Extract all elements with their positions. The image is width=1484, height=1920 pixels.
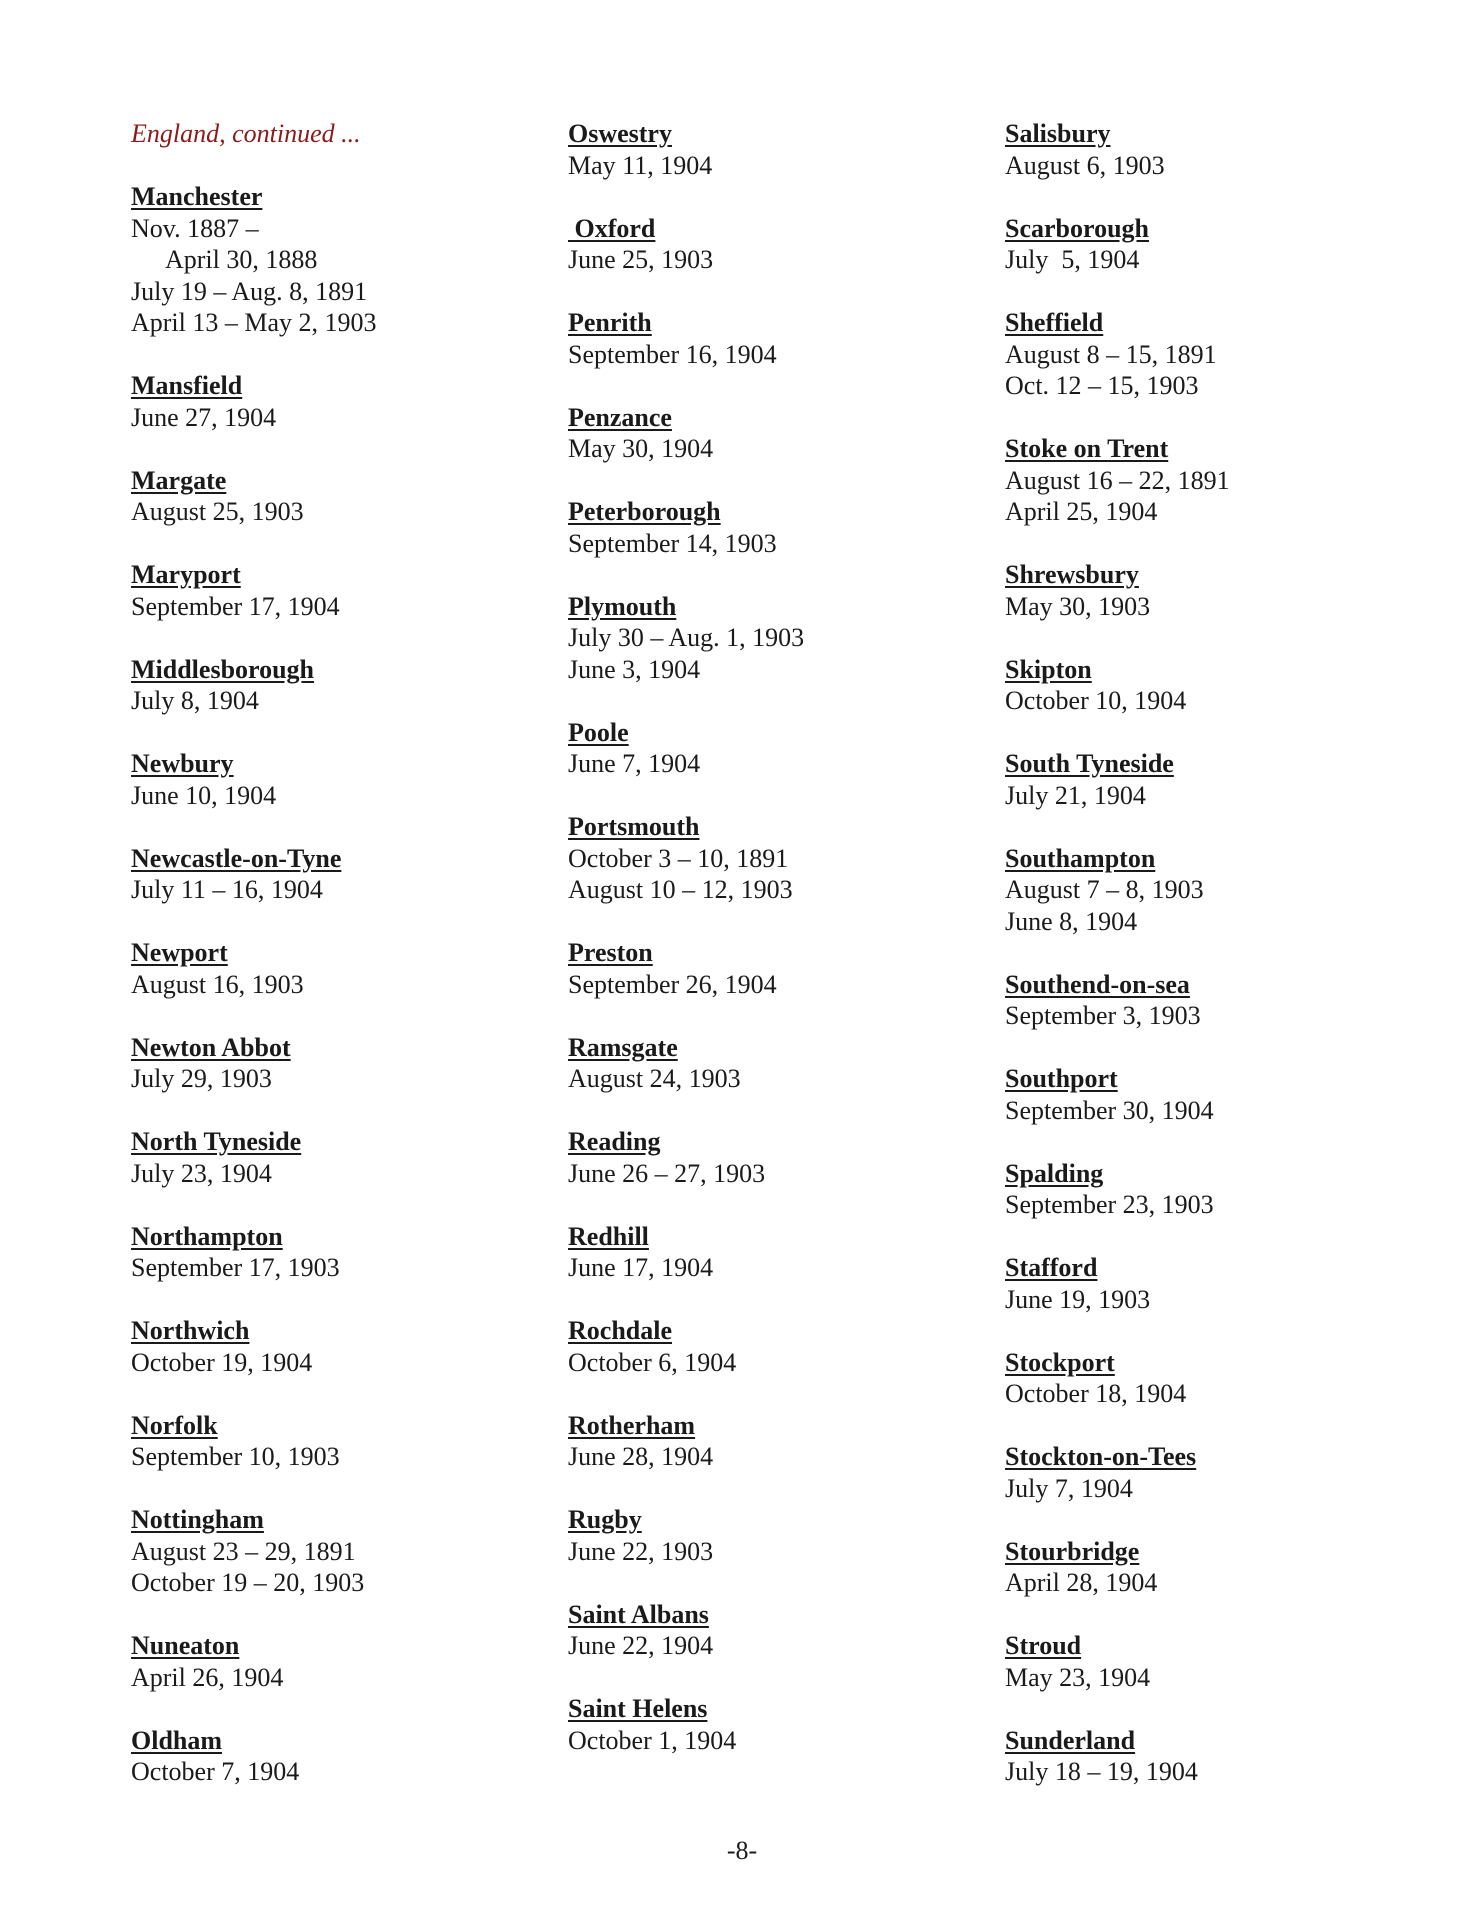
place-name: Nottingham bbox=[131, 1505, 264, 1534]
list-item bbox=[568, 717, 968, 780]
visit-date: September 30, 1904 bbox=[1005, 1095, 1214, 1125]
place-name: Manchester bbox=[131, 182, 263, 211]
list-item bbox=[568, 811, 968, 906]
column-3 bbox=[1005, 118, 1405, 1788]
list-item bbox=[131, 748, 531, 811]
list-item bbox=[131, 1630, 531, 1693]
list-item bbox=[131, 370, 531, 433]
visit-date: July 8, 1904 bbox=[131, 686, 259, 715]
list-item bbox=[568, 1504, 968, 1567]
visit-date: September 26, 1904 bbox=[568, 969, 777, 999]
place-name: Mansfield bbox=[131, 371, 243, 400]
visit-date: July 5, 1904 bbox=[1005, 245, 1140, 274]
list-item bbox=[1005, 1536, 1405, 1599]
list-item bbox=[568, 402, 968, 465]
list-item bbox=[568, 1315, 968, 1378]
list-item bbox=[1005, 969, 1405, 1032]
place-name: Plymouth bbox=[568, 591, 677, 621]
list-item bbox=[131, 1504, 531, 1599]
list-item bbox=[1005, 1252, 1405, 1315]
place-name: Saint Helens bbox=[568, 1694, 708, 1723]
visit-date: October 6, 1904 bbox=[568, 1347, 737, 1377]
list-item bbox=[131, 843, 531, 906]
visit-date: August 7 – 8, 1903 bbox=[1005, 875, 1204, 904]
visit-date: August 16 – 22, 1891 bbox=[1005, 465, 1230, 495]
list-item bbox=[1005, 654, 1405, 717]
visit-date: July 29, 1903 bbox=[131, 1064, 272, 1093]
visit-date: June 22, 1903 bbox=[568, 1536, 714, 1566]
list-item bbox=[568, 1599, 968, 1662]
visit-date: October 18, 1904 bbox=[1005, 1379, 1187, 1408]
list-item bbox=[1005, 118, 1405, 181]
list-item bbox=[568, 1126, 968, 1189]
visit-date: June 25, 1903 bbox=[568, 245, 714, 274]
place-name: Sheffield bbox=[1005, 308, 1104, 337]
list-item bbox=[131, 181, 531, 339]
visit-date: April 26, 1904 bbox=[131, 1662, 284, 1692]
list-item bbox=[1005, 1441, 1405, 1504]
visit-date: April 28, 1904 bbox=[1005, 1568, 1158, 1597]
visit-date: June 17, 1904 bbox=[568, 1253, 714, 1282]
place-name: Oxford bbox=[568, 213, 656, 243]
list-item bbox=[1005, 748, 1405, 811]
list-item bbox=[568, 937, 968, 1000]
list-item bbox=[131, 1410, 531, 1473]
place-name: Newcastle-on-Tyne bbox=[131, 843, 342, 873]
list-item bbox=[1005, 559, 1405, 622]
list-item bbox=[568, 1221, 968, 1284]
place-name: Norfolk bbox=[131, 1410, 218, 1440]
place-name: Rugby bbox=[568, 1505, 642, 1534]
list-item bbox=[568, 307, 968, 370]
visit-date: August 16, 1903 bbox=[131, 969, 304, 999]
visit-date: June 28, 1904 bbox=[568, 1442, 714, 1471]
place-name: South Tyneside bbox=[1005, 749, 1174, 778]
list-item bbox=[1005, 307, 1405, 402]
visit-date: October 7, 1904 bbox=[131, 1757, 300, 1786]
list-item bbox=[568, 496, 968, 559]
place-name: Oswestry bbox=[568, 119, 672, 148]
visit-date: July 21, 1904 bbox=[1005, 780, 1146, 810]
place-name: Northampton bbox=[131, 1221, 283, 1251]
place-name: Reading bbox=[568, 1127, 661, 1156]
visit-date: October 1, 1904 bbox=[568, 1725, 737, 1755]
place-name: Shrewsbury bbox=[1005, 560, 1139, 589]
visit-date: August 24, 1903 bbox=[568, 1064, 741, 1093]
place-name: Salisbury bbox=[1005, 119, 1111, 148]
visit-date: August 6, 1903 bbox=[1005, 150, 1165, 180]
list-item bbox=[1005, 1725, 1405, 1788]
place-name: Redhill bbox=[568, 1221, 649, 1251]
list-item bbox=[131, 654, 531, 717]
column-2 bbox=[568, 118, 968, 1756]
place-name: Scarborough bbox=[1005, 213, 1149, 243]
visit-date: August 23 – 29, 1891 bbox=[131, 1536, 356, 1566]
list-item bbox=[1005, 1630, 1405, 1693]
place-name: Rotherham bbox=[568, 1410, 696, 1440]
list-item bbox=[131, 559, 531, 622]
list-item bbox=[1005, 1158, 1405, 1221]
visit-date: June 7, 1904 bbox=[568, 749, 701, 778]
place-name: Preston bbox=[568, 938, 653, 967]
list-item bbox=[131, 1725, 531, 1788]
list-item bbox=[131, 1032, 531, 1095]
visit-date: May 11, 1904 bbox=[568, 150, 713, 180]
visit-date: Nov. 1887 – bbox=[131, 213, 259, 243]
place-name: Portsmouth bbox=[568, 812, 700, 841]
list-item bbox=[131, 1126, 531, 1189]
visit-date: July 19 – Aug. 8, 1891 bbox=[131, 276, 368, 306]
visit-date: September 17, 1903 bbox=[131, 1253, 340, 1282]
place-name: Saint Albans bbox=[568, 1599, 709, 1629]
place-name: Penrith bbox=[568, 308, 652, 337]
visit-date: October 19 – 20, 1903 bbox=[131, 1568, 365, 1597]
visit-date: September 10, 1903 bbox=[131, 1442, 340, 1471]
column-1 bbox=[131, 118, 531, 1788]
visit-date: August 8 – 15, 1891 bbox=[1005, 339, 1217, 369]
place-name: Oldham bbox=[131, 1725, 223, 1755]
place-name: Newbury bbox=[131, 749, 234, 778]
visit-date: April 25, 1904 bbox=[1005, 497, 1158, 526]
place-name: Stockport bbox=[1005, 1347, 1115, 1377]
place-name: North Tyneside bbox=[131, 1127, 302, 1156]
place-name: Spalding bbox=[1005, 1158, 1104, 1188]
visit-date: May 30, 1903 bbox=[1005, 591, 1151, 621]
place-name: Penzance bbox=[568, 402, 672, 432]
visit-date: June 10, 1904 bbox=[131, 780, 277, 810]
continued-heading: England, continued ... bbox=[131, 119, 361, 148]
place-name: Southampton bbox=[1005, 843, 1156, 873]
visit-date: June 22, 1904 bbox=[568, 1631, 714, 1660]
visit-date: July 7, 1904 bbox=[1005, 1473, 1133, 1503]
visit-date: September 23, 1903 bbox=[1005, 1190, 1214, 1219]
place-name: Stroud bbox=[1005, 1631, 1082, 1660]
visit-date: June 26 – 27, 1903 bbox=[568, 1158, 766, 1188]
list-item bbox=[131, 1315, 531, 1378]
visit-date: August 25, 1903 bbox=[131, 497, 304, 526]
list-item bbox=[568, 591, 968, 686]
list-item bbox=[568, 1032, 968, 1095]
visit-date: September 14, 1903 bbox=[568, 528, 777, 558]
place-name: Maryport bbox=[131, 560, 241, 589]
visit-date: October 19, 1904 bbox=[131, 1347, 313, 1377]
place-name: Southend-on-sea bbox=[1005, 969, 1190, 999]
visit-date: October 10, 1904 bbox=[1005, 686, 1187, 715]
visit-date: July 23, 1904 bbox=[131, 1158, 272, 1188]
list-item bbox=[1005, 213, 1405, 276]
list-item bbox=[1005, 1347, 1405, 1410]
visit-date: April 13 – May 2, 1903 bbox=[131, 308, 377, 337]
place-name: Stafford bbox=[1005, 1253, 1098, 1282]
visit-date: Oct. 12 – 15, 1903 bbox=[1005, 371, 1199, 400]
place-name: Poole bbox=[568, 717, 629, 747]
place-name: Middlesborough bbox=[131, 654, 315, 684]
list-item bbox=[131, 937, 531, 1000]
list-item bbox=[568, 118, 968, 181]
list-item bbox=[131, 1221, 531, 1284]
place-name: Stourbridge bbox=[1005, 1536, 1140, 1566]
visit-date: September 3, 1903 bbox=[1005, 1001, 1201, 1030]
visit-date: June 19, 1903 bbox=[1005, 1284, 1151, 1314]
place-name: Newport bbox=[131, 938, 228, 967]
place-name: Nuneaton bbox=[131, 1631, 240, 1660]
list-item bbox=[131, 465, 531, 528]
place-name: Southport bbox=[1005, 1064, 1118, 1093]
list-item bbox=[568, 1693, 968, 1756]
visit-date: May 30, 1904 bbox=[568, 434, 714, 463]
place-name: Newton Abbot bbox=[131, 1032, 291, 1062]
list-item bbox=[568, 1410, 968, 1473]
page-number: -8- bbox=[726, 1836, 758, 1865]
visit-date: September 17, 1904 bbox=[131, 591, 340, 621]
visit-date: July 18 – 19, 1904 bbox=[1005, 1757, 1198, 1786]
visit-date: August 10 – 12, 1903 bbox=[568, 875, 793, 904]
visit-date: June 3, 1904 bbox=[568, 654, 701, 684]
visit-date: April 30, 1888 bbox=[165, 245, 318, 274]
visit-date: September 16, 1904 bbox=[568, 339, 777, 369]
visit-date: July 11 – 16, 1904 bbox=[131, 875, 323, 904]
place-name: Peterborough bbox=[568, 497, 721, 526]
place-name: Stoke on Trent bbox=[1005, 434, 1169, 463]
place-name: Stockton-on-Tees bbox=[1005, 1442, 1197, 1471]
visit-date: May 23, 1904 bbox=[1005, 1662, 1151, 1692]
place-name: Skipton bbox=[1005, 654, 1092, 684]
place-name: Sunderland bbox=[1005, 1725, 1136, 1755]
place-name: Northwich bbox=[131, 1316, 250, 1345]
list-item bbox=[568, 213, 968, 276]
list-item bbox=[1005, 843, 1405, 938]
visit-date: June 8, 1904 bbox=[1005, 906, 1138, 936]
list-item bbox=[1005, 1063, 1405, 1126]
place-name: Rochdale bbox=[568, 1316, 672, 1345]
list-item bbox=[1005, 433, 1405, 528]
place-name: Ramsgate bbox=[568, 1032, 678, 1062]
visit-date: October 3 – 10, 1891 bbox=[568, 843, 789, 873]
place-name: Margate bbox=[131, 465, 227, 495]
visit-date: June 27, 1904 bbox=[131, 402, 277, 432]
visit-date: July 30 – Aug. 1, 1903 bbox=[568, 623, 805, 652]
